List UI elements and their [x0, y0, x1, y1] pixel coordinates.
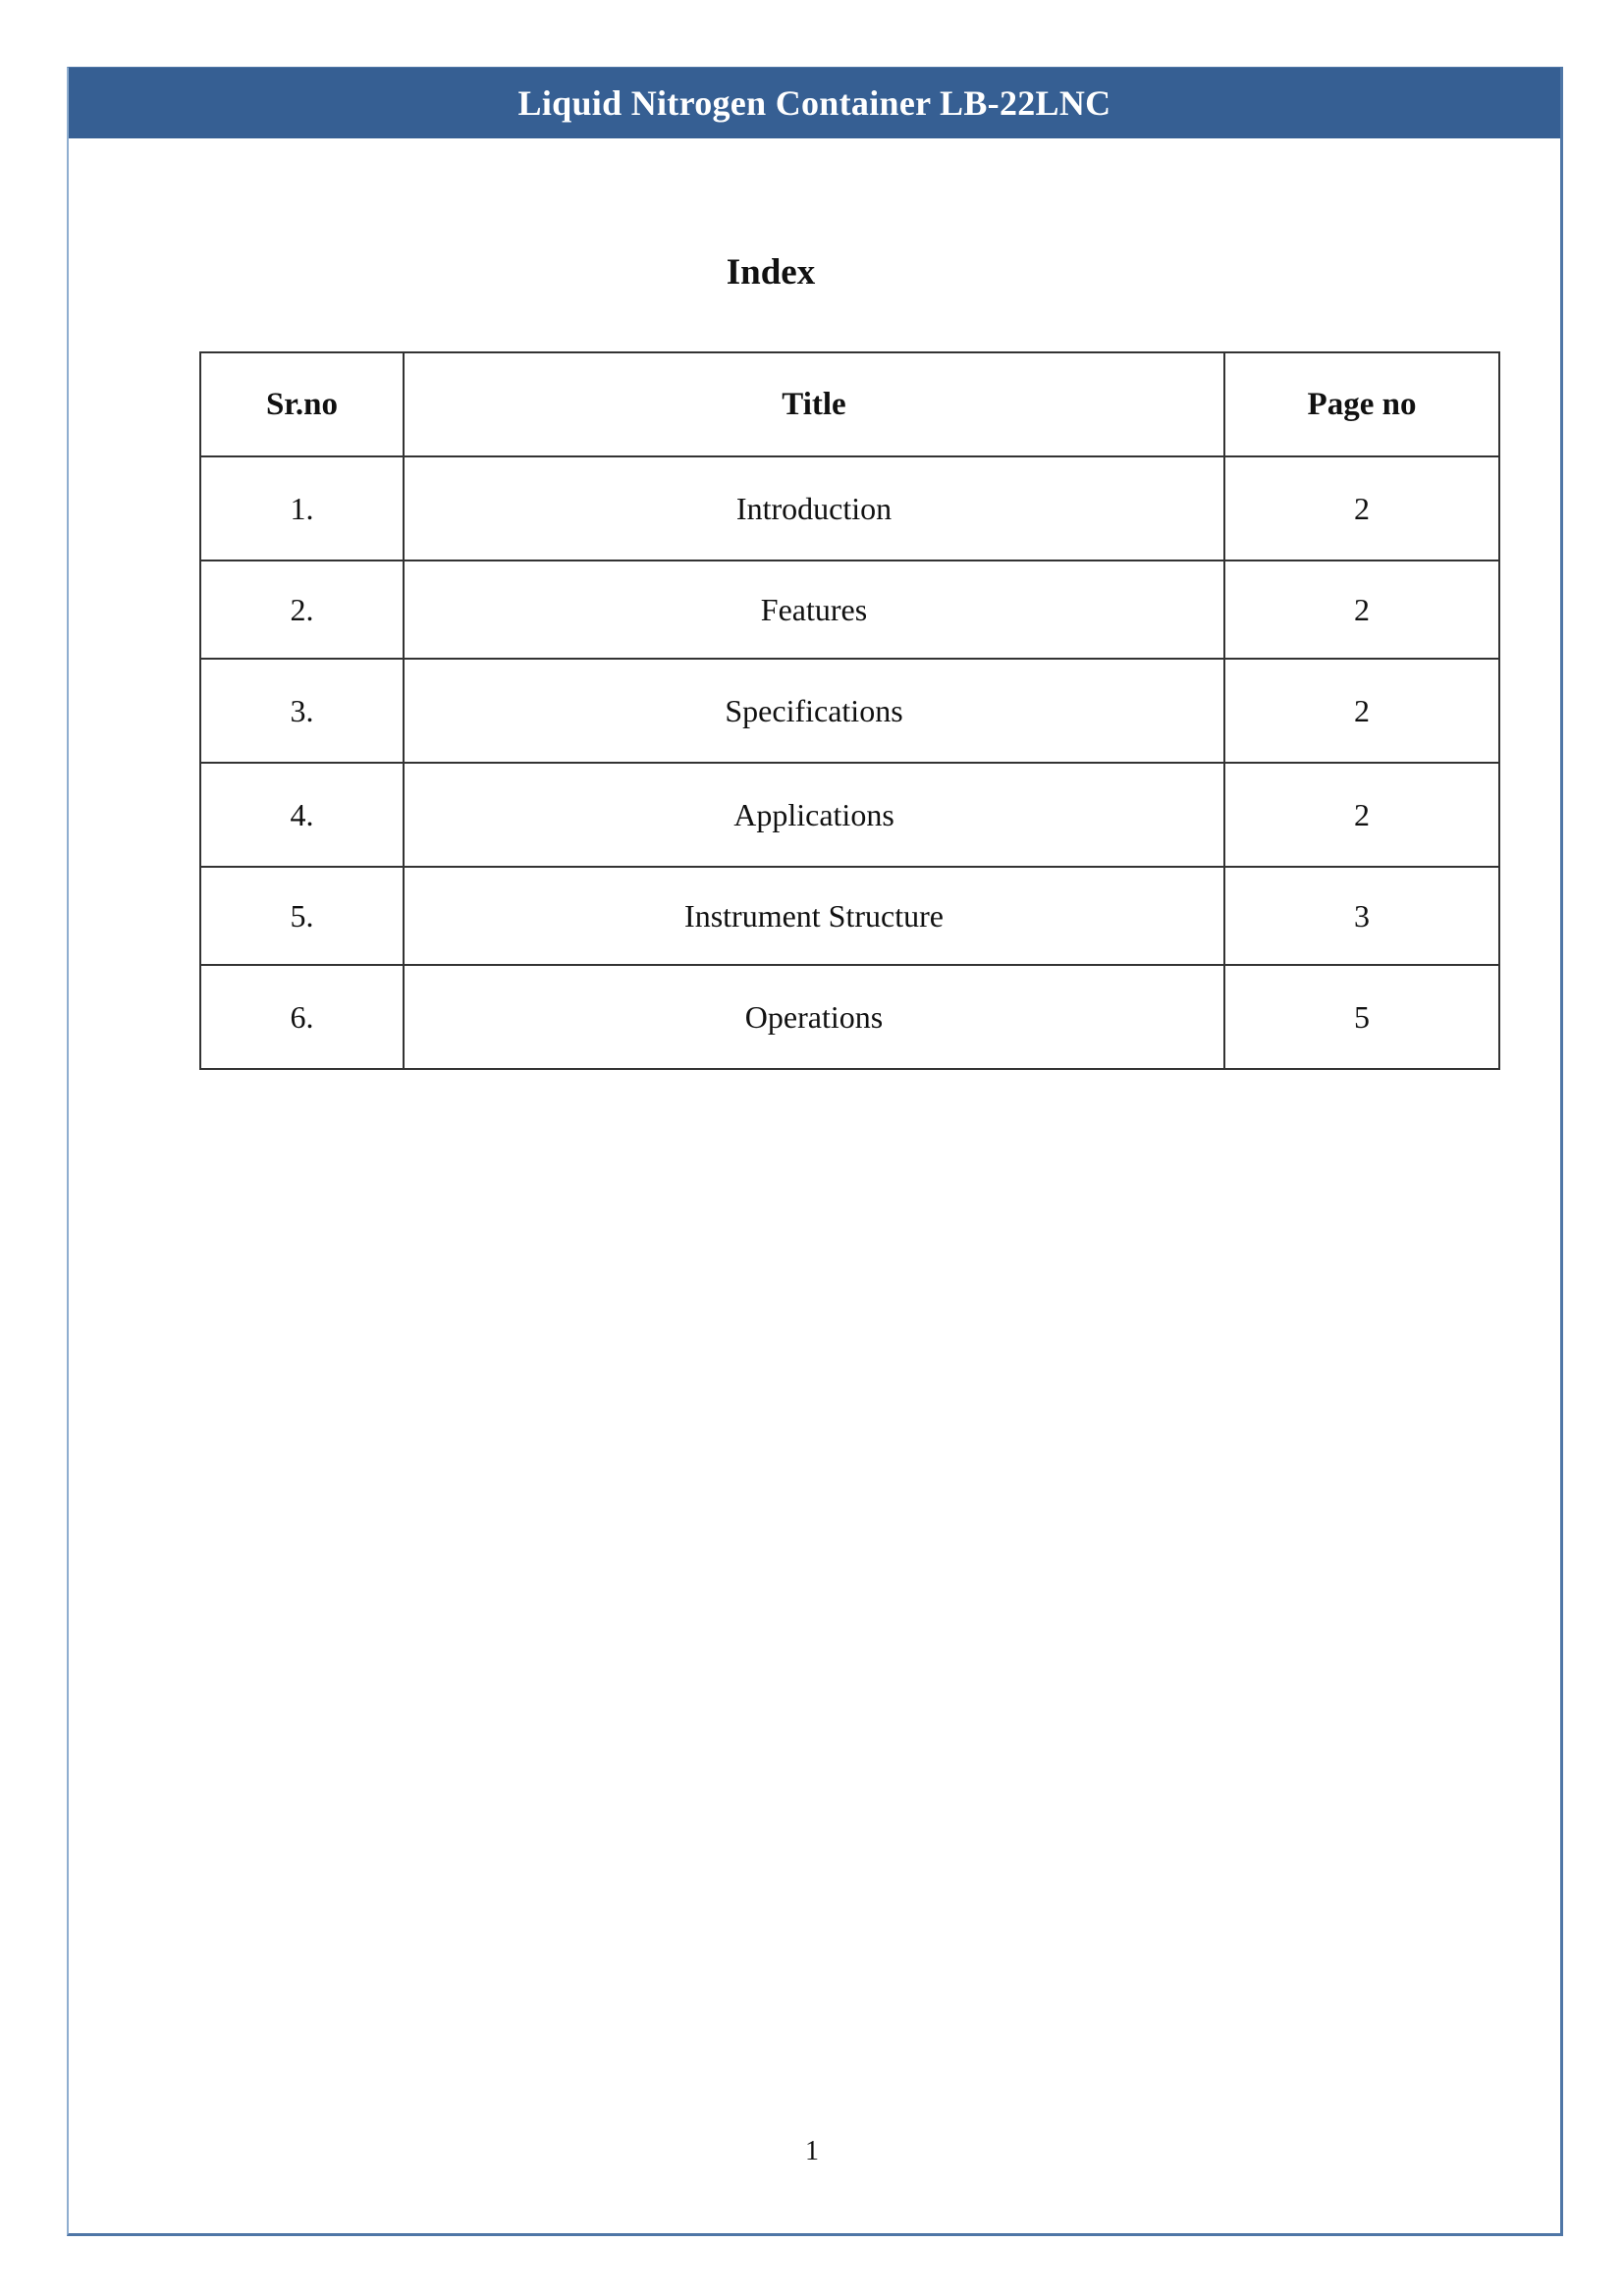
column-header-title: Title — [404, 352, 1224, 456]
cell-title: Features — [404, 561, 1224, 659]
cell-title: Introduction — [404, 456, 1224, 561]
table-header-row — [200, 352, 1499, 456]
cell-sr-no: 3. — [200, 659, 404, 763]
cell-page-no: 2 — [1224, 659, 1499, 763]
cell-title: Specifications — [404, 659, 1224, 763]
table-row — [200, 659, 1499, 763]
cell-page-no: 5 — [1224, 965, 1499, 1069]
cell-page-no: 2 — [1224, 456, 1499, 561]
cell-page-no: 3 — [1224, 867, 1499, 965]
table-row — [200, 965, 1499, 1069]
table-row — [200, 456, 1499, 561]
cell-sr-no: 6. — [200, 965, 404, 1069]
table-row — [200, 763, 1499, 867]
cell-page-no: 2 — [1224, 561, 1499, 659]
cell-sr-no: 1. — [200, 456, 404, 561]
page-number: 1 — [805, 2136, 819, 2166]
index-heading: Index — [726, 252, 816, 293]
cell-page-no: 2 — [1224, 763, 1499, 867]
cell-title: Instrument Structure — [404, 867, 1224, 965]
column-header-sr-no: Sr.no — [200, 352, 404, 456]
cell-sr-no: 4. — [200, 763, 404, 867]
index-table — [199, 351, 1500, 1070]
cell-title: Operations — [404, 965, 1224, 1069]
cell-sr-no: 2. — [200, 561, 404, 659]
table-row — [200, 561, 1499, 659]
document-header-bar — [69, 68, 1560, 138]
cell-title: Applications — [404, 763, 1224, 867]
table-row — [200, 867, 1499, 965]
cell-sr-no: 5. — [200, 867, 404, 965]
document-title: Liquid Nitrogen Container LB-22LNC — [517, 83, 1111, 123]
column-header-page-no: Page no — [1224, 352, 1499, 456]
